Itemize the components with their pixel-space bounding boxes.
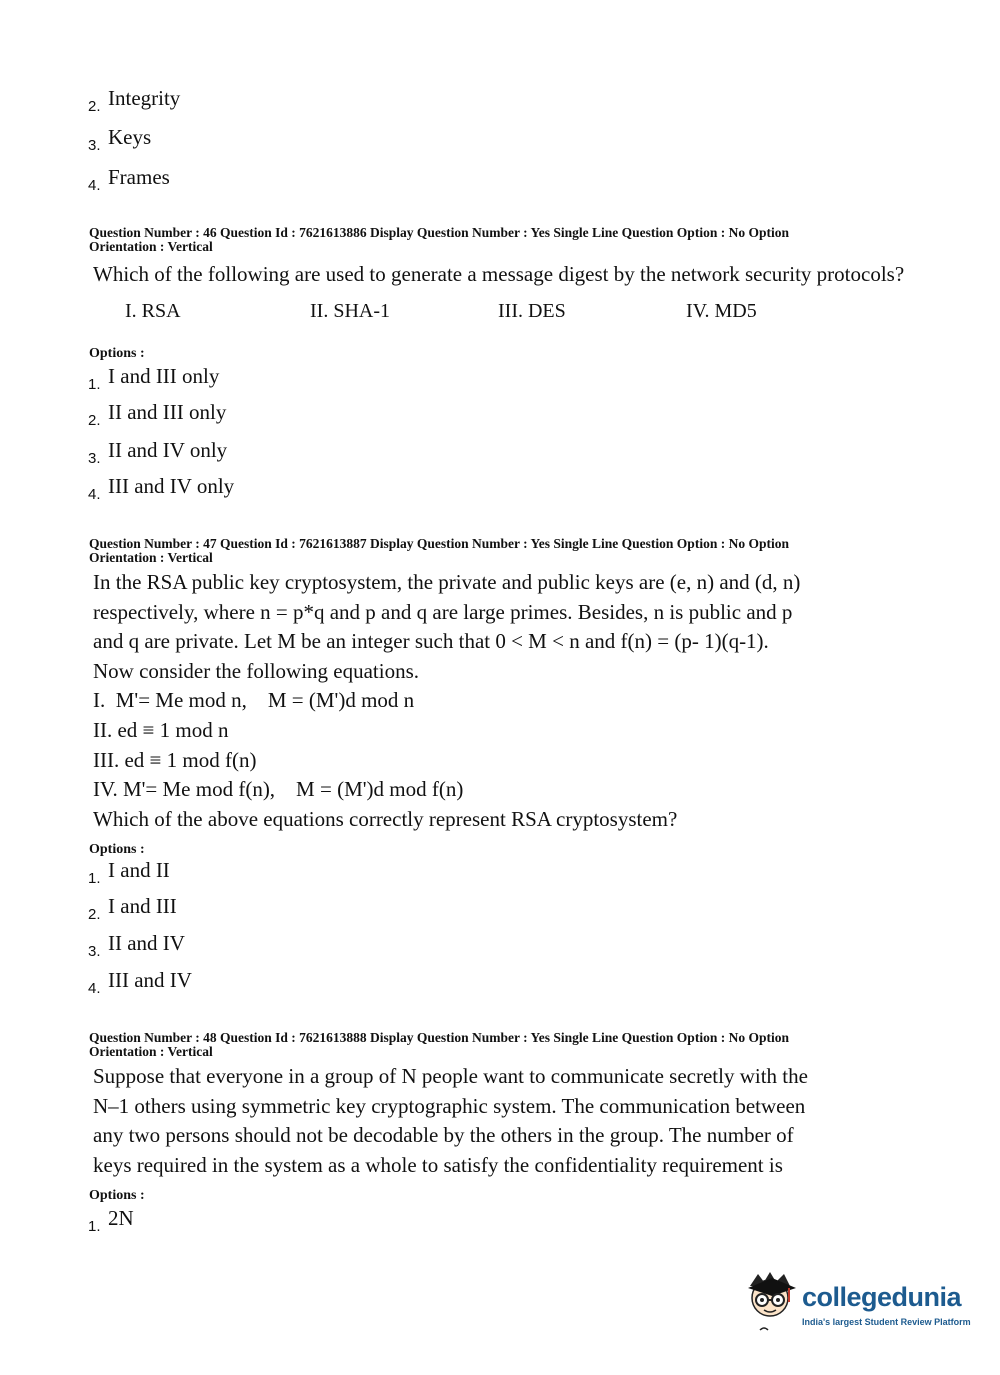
paragraph-line: and q are private. Let M be an integer such that 0 < M < n and f(n) = (p- 1)(q-1). xyxy=(93,629,769,654)
question-meta xyxy=(89,1031,869,1059)
question-text: Which of the following are used to generate a message digest by the network security protocols? xyxy=(93,262,905,286)
question-meta-line: Question Number : 47 Question Id : 7621613887 Display Question Number : Yes Single Line Question Option : No Option xyxy=(89,536,789,551)
option-text: Frames xyxy=(108,165,170,189)
option-row xyxy=(88,86,181,115)
option-number: 3. xyxy=(88,137,101,154)
question-text: Which of the above equations correctly represent RSA cryptosystem? xyxy=(93,806,678,831)
option-number: 1. xyxy=(88,1218,101,1235)
question-meta-line: Orientation : Vertical xyxy=(89,1044,213,1059)
option-row xyxy=(88,931,185,960)
option-number: 2. xyxy=(88,906,101,923)
option-text: III and IV only xyxy=(108,474,235,498)
option-number: 3. xyxy=(88,943,101,960)
option-text: II and III only xyxy=(108,400,227,424)
collegedunia-logo xyxy=(740,1268,970,1338)
equation-line: I. M'= Me mod n, M = (M')d mod n xyxy=(93,688,415,713)
option-text: III and IV xyxy=(108,968,192,992)
option-row xyxy=(88,165,170,194)
option-text: I and III xyxy=(108,894,177,918)
statement-item: III. DES xyxy=(498,300,566,322)
option-row xyxy=(88,894,177,923)
option-row xyxy=(88,125,152,154)
paragraph-line: In the RSA public key cryptosystem, the private and public keys are (e, n) and (d, n) xyxy=(93,570,801,594)
equation-line: II. ed ≡ 1 mod n xyxy=(93,717,229,742)
option-text: Keys xyxy=(108,125,152,149)
option-row xyxy=(88,400,227,429)
question-meta-line: Question Number : 46 Question Id : 7621613886 Display Question Number : Yes Single Line Question Option : No Option xyxy=(89,225,789,240)
option-number: 4. xyxy=(88,980,101,997)
option-row xyxy=(88,438,228,467)
logo-wordmark: collegedunia xyxy=(802,1282,962,1312)
option-row xyxy=(88,474,235,503)
equation-line: IV. M'= Me mod f(n), M = (M')d mod f(n) xyxy=(93,777,464,802)
statement-item: IV. MD5 xyxy=(686,300,757,322)
option-row xyxy=(88,968,192,997)
option-text: I and II xyxy=(108,858,170,882)
question-meta-line: Orientation : Vertical xyxy=(89,550,213,565)
option-number: 4. xyxy=(88,177,101,194)
options-label: Options : xyxy=(89,346,145,361)
option-number: 2. xyxy=(88,98,101,115)
question-paragraph xyxy=(93,568,851,834)
question-paragraph xyxy=(93,1062,851,1180)
option-row xyxy=(88,858,170,887)
option-text: Integrity xyxy=(108,86,181,110)
logo-tagline: India's largest Student Review Platform xyxy=(802,1317,971,1327)
mascot-icon xyxy=(740,1268,800,1338)
option-text: II and IV only xyxy=(108,438,228,462)
option-number: 3. xyxy=(88,450,101,467)
option-number: 4. xyxy=(88,486,101,503)
paragraph-line: respectively, where n = p*q and p and q are large primes. Besides, n is public and p xyxy=(93,599,793,624)
statement-item: II. SHA-1 xyxy=(310,300,390,322)
question-meta-line: Question Number : 48 Question Id : 7621613888 Display Question Number : Yes Single Line Question Option : No Option xyxy=(89,1030,789,1045)
option-text: I and III only xyxy=(108,364,220,388)
option-number: 1. xyxy=(88,376,101,393)
option-text: 2N xyxy=(108,1206,134,1230)
paragraph-line: N–1 others using symmetric key cryptographic system. The communication between xyxy=(93,1093,806,1118)
paragraph-line: any two persons should not be decodable by the others in the group. The number of xyxy=(93,1123,794,1148)
paragraph-line: keys required in the system as a whole to satisfy the confidentiality requirement is xyxy=(93,1152,783,1177)
paragraph-line: Now consider the following equations. xyxy=(93,658,420,683)
options-label: Options : xyxy=(89,842,145,857)
option-number: 1. xyxy=(88,870,101,887)
statement-item: I. RSA xyxy=(125,300,181,322)
option-number: 2. xyxy=(88,412,101,429)
equation-line: III. ed ≡ 1 mod f(n) xyxy=(93,747,257,772)
question-meta xyxy=(89,537,869,565)
option-row xyxy=(88,364,220,393)
paragraph-line: Suppose that everyone in a group of N people want to communicate secretly with the xyxy=(93,1064,808,1088)
question-meta xyxy=(89,226,869,254)
question-meta-line: Orientation : Vertical xyxy=(89,239,213,254)
option-row xyxy=(88,1206,134,1235)
options-label: Options : xyxy=(89,1188,145,1203)
option-text: II and IV xyxy=(108,931,185,955)
